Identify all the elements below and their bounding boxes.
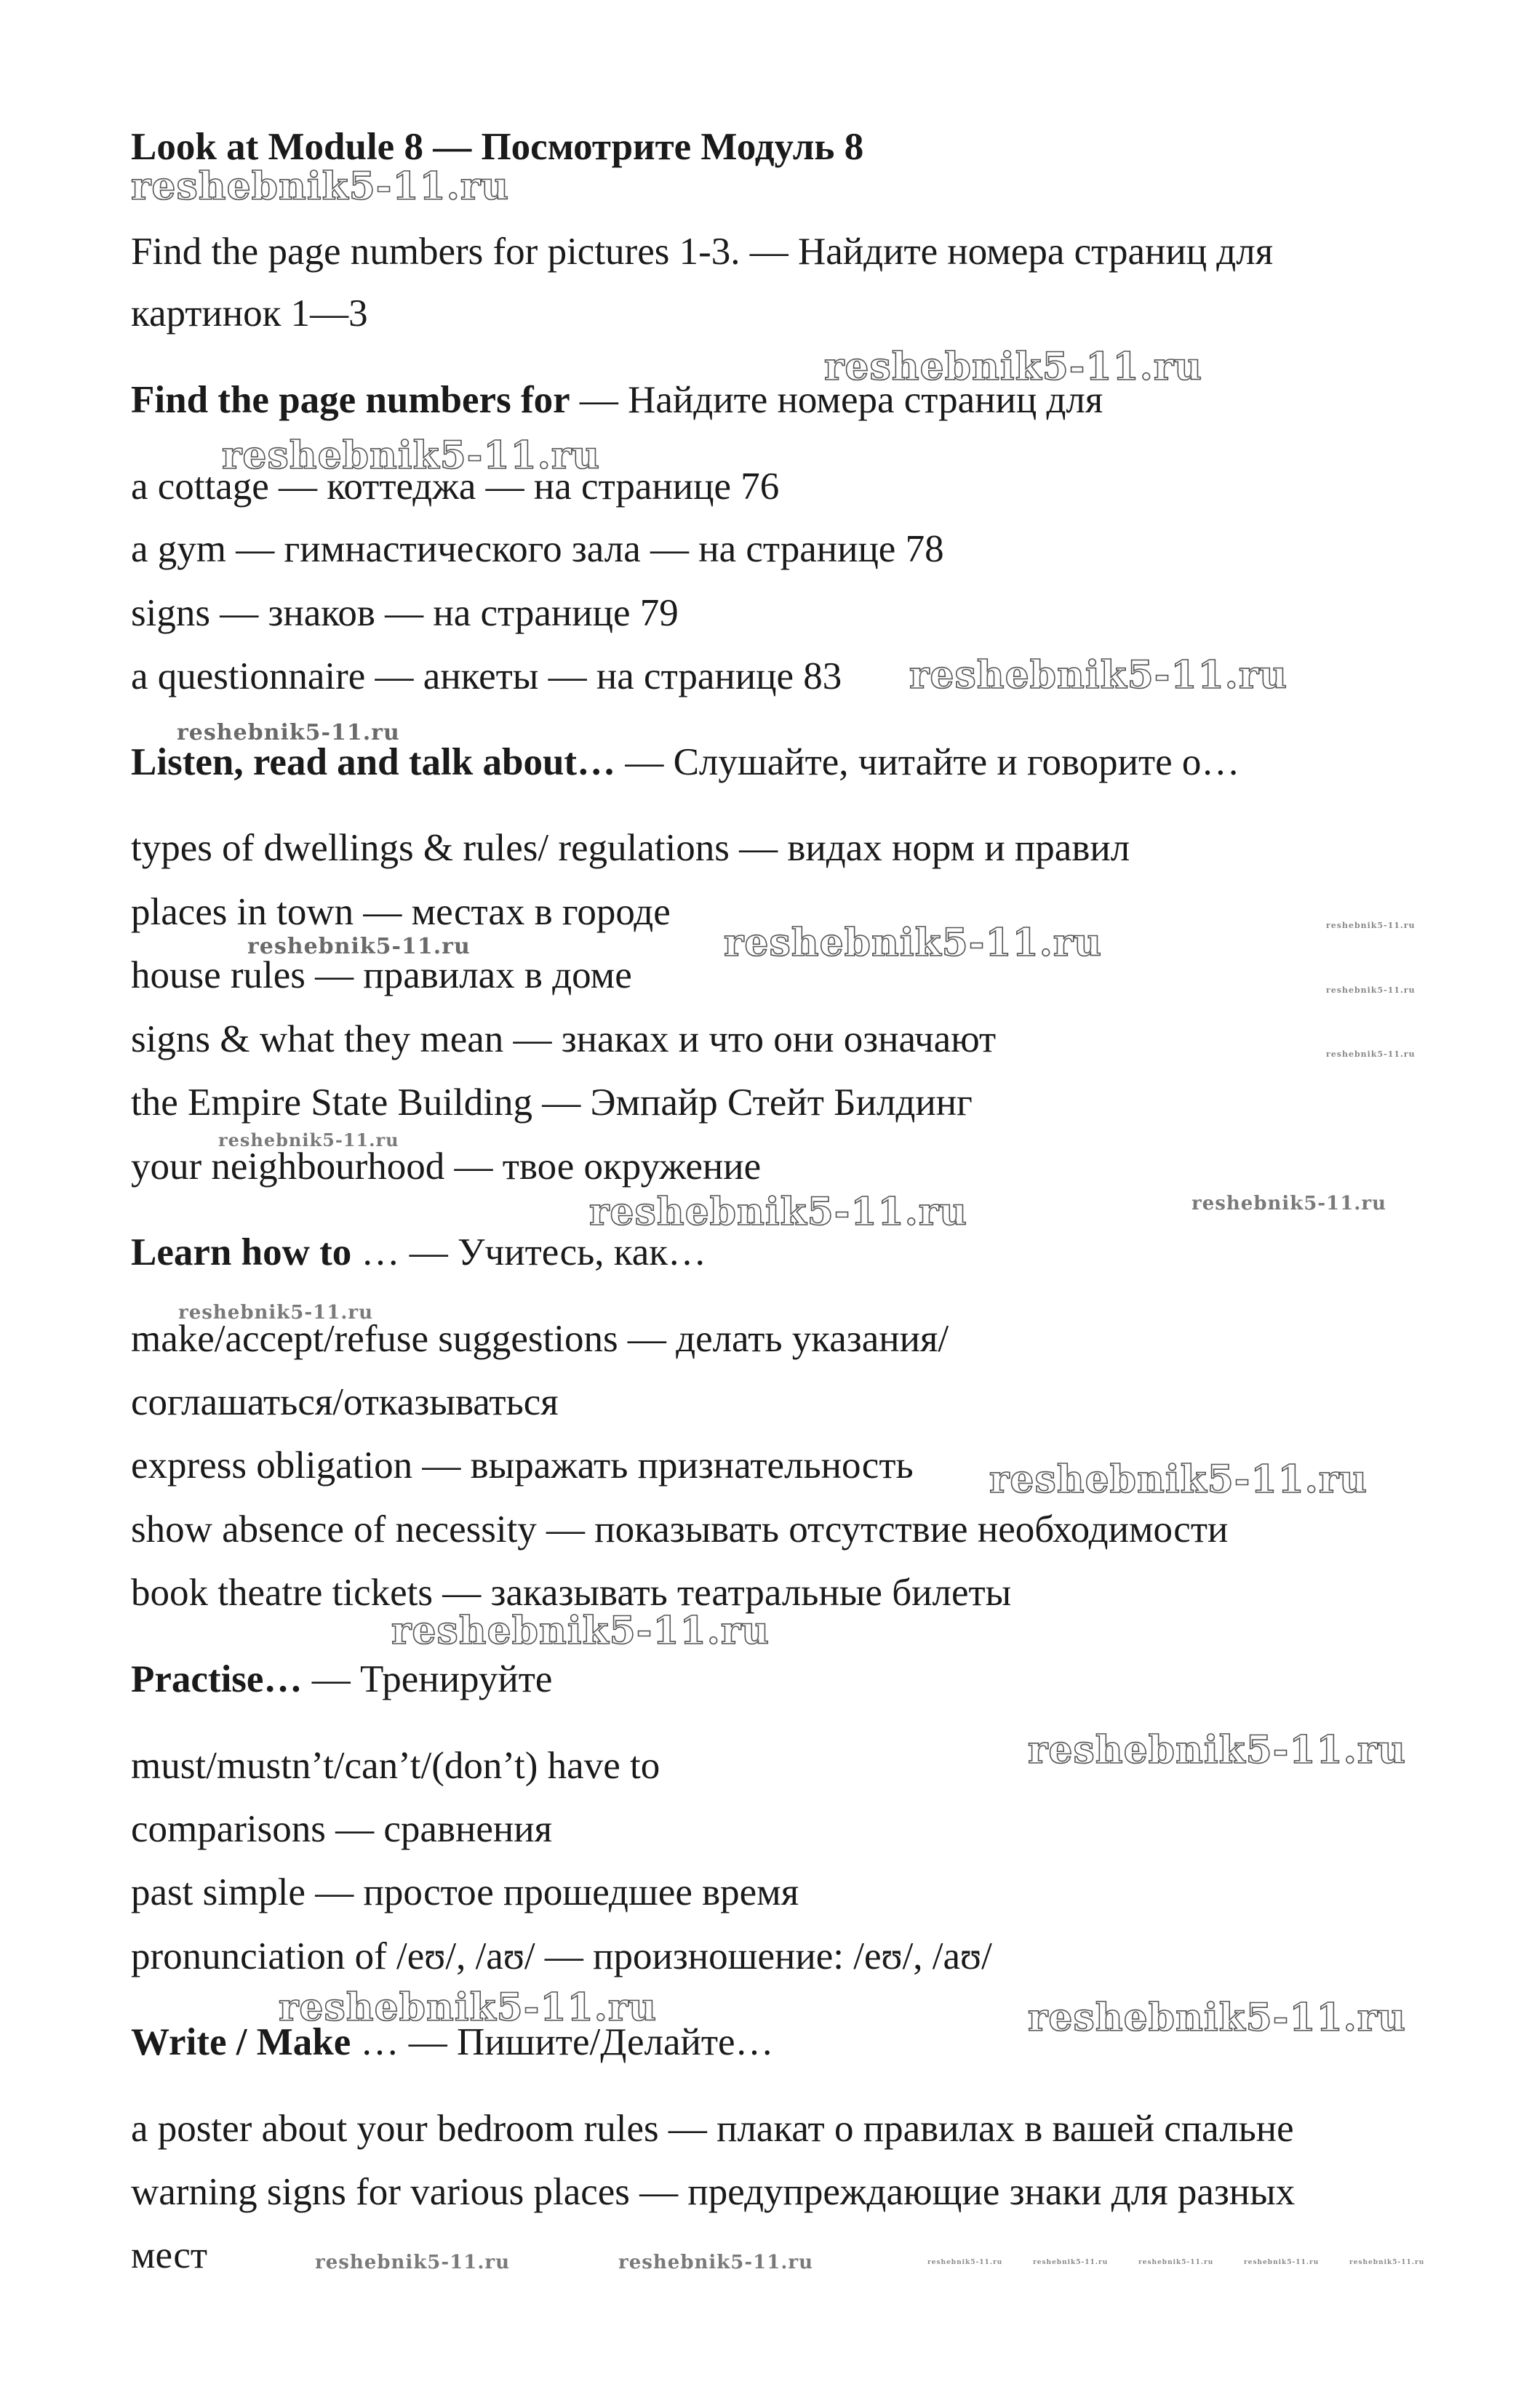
line-text: a questionnaire — анкеты — на странице 83: [131, 655, 842, 697]
section-heading: [131, 1229, 706, 1276]
line-text: book theatre tickets — заказывать театральные билеты: [131, 1572, 1012, 1614]
watermark: reshebnik5-11.ru: [178, 1302, 374, 1324]
line-text: — Найдите номера страниц для: [570, 379, 1103, 421]
watermark: reshebnik5-11.ru: [724, 921, 1103, 965]
line-bold: Write / Make: [131, 2021, 351, 2063]
line-text: the Empire State Building — Эмпайр Стейт Билдинг: [131, 1081, 973, 1124]
line-bold: Listen, read and talk about…: [131, 741, 616, 783]
line-text: express obligation — выражать признательность: [131, 1444, 914, 1487]
line-bold: Learn how to: [131, 1231, 352, 1273]
text-line: [131, 590, 679, 636]
line-text: make/accept/refuse suggestions — делать указания/: [131, 1318, 949, 1360]
watermark: reshebnik5-11.ru: [927, 2259, 1003, 2266]
text-line: [131, 1442, 914, 1489]
text-line: [131, 1079, 973, 1126]
line-text: house rules — правилах в доме: [131, 954, 632, 996]
watermark: reshebnik5-11.ru: [1326, 1049, 1416, 1059]
line-text: signs & what they mean — знаках и что они означают: [131, 1018, 997, 1060]
line-text: Find the page numbers for pictures 1-3. — Найдите номера страниц для: [131, 231, 1274, 273]
watermark: reshebnik5-11.ru: [1349, 2259, 1425, 2266]
line-bold: Practise…: [131, 1658, 303, 1700]
line-text: a cottage — коттеджа — на странице 76: [131, 465, 780, 508]
line-text: … — Учитесь, как…: [351, 1231, 706, 1273]
line-bold: Find the page numbers for: [131, 379, 570, 421]
watermark: reshebnik5-11.ru: [1033, 2259, 1109, 2266]
watermark: reshebnik5-11.ru: [989, 1457, 1368, 1502]
text-line: [131, 1869, 799, 1916]
watermark: reshebnik5-11.ru: [1326, 921, 1416, 930]
section-heading: [131, 1656, 552, 1703]
watermark: reshebnik5-11.ru: [1028, 1728, 1407, 1772]
section-heading: [131, 739, 1239, 785]
line-text: a poster about your bedroom rules — плакат о правилах в вашей спальне: [131, 2108, 1294, 2150]
line-text: pronunciation of /eʊ/, /aʊ/ — произношение: /eʊ/, /aʊ/: [131, 1935, 992, 1977]
line-text: types of dwellings & rules/ regulations — видах норм и правил: [131, 827, 1130, 869]
text-line: [131, 1016, 996, 1063]
text-line: [131, 889, 671, 935]
line-text: past simple — простое прошедшее время: [131, 1871, 799, 1913]
line-text: comparisons — сравнения: [131, 1808, 552, 1850]
watermark: reshebnik5-11.ru: [1138, 2259, 1214, 2266]
watermark: reshebnik5-11.ru: [1028, 1996, 1407, 2040]
text-line: [131, 526, 944, 572]
watermark: reshebnik5-11.ru: [131, 164, 510, 209]
heading-bold: Look at Module 8 — Посмотрите Модуль 8: [131, 126, 864, 168]
watermark: reshebnik5-11.ru: [589, 1190, 968, 1234]
watermark: reshebnik5-11.ru: [909, 653, 1288, 697]
line-text: places in town — местах в городе: [131, 891, 671, 933]
line-text: … — Пишите/Делайте…: [351, 2021, 774, 2063]
text-line: [131, 2169, 1295, 2215]
watermark: reshebnik5-11.ru: [1326, 985, 1416, 995]
watermark: reshebnik5-11.ru: [1191, 1193, 1387, 1215]
line-text: must/mustn’t/can’t/(don’t) have to: [131, 1745, 660, 1787]
watermark: reshebnik5-11.ru: [247, 934, 471, 959]
module-heading: [131, 124, 863, 170]
line-text: — Тренируйте: [302, 1658, 553, 1700]
text-line: [131, 228, 1273, 275]
text-line: [131, 653, 842, 700]
watermark: reshebnik5-11.ru: [618, 2252, 814, 2273]
line-text: соглашаться/отказываться: [131, 1381, 559, 1423]
watermark: reshebnik5-11.ru: [315, 2252, 511, 2273]
line-text: signs — знаков — на странице 79: [131, 592, 679, 634]
line-text: картинок 1—3: [131, 292, 368, 335]
text-line: [131, 825, 1130, 871]
text-line: [131, 1506, 1228, 1553]
watermark: reshebnik5-11.ru: [1244, 2259, 1320, 2266]
watermark: reshebnik5-11.ru: [824, 345, 1203, 389]
watermark: reshebnik5-11.ru: [391, 1609, 770, 1653]
line-text: warning signs for various places — предупреждающие знаки для разных: [131, 2171, 1296, 2213]
watermark: reshebnik5-11.ru: [222, 433, 601, 478]
line-text: мест: [131, 2234, 208, 2276]
text-line: [131, 1743, 660, 1789]
line-text: — Слушайте, читайте и говорите о…: [615, 741, 1240, 783]
text-line: [131, 2105, 1294, 2152]
watermark: reshebnik5-11.ru: [218, 1129, 399, 1151]
text-line: [131, 2232, 207, 2279]
line-text: your neighbourhood — твое окружение: [131, 1145, 762, 1188]
watermark: reshebnik5-11.ru: [279, 1985, 658, 2030]
line-text: a gym — гимнастического зала — на странице 78: [131, 528, 944, 570]
text-line: [131, 1933, 992, 1980]
text-line: [131, 290, 368, 337]
line-text: show absence of necessity — показывать отсутствие необходимости: [131, 1508, 1229, 1551]
text-line: [131, 1806, 552, 1852]
watermark: reshebnik5-11.ru: [177, 720, 400, 745]
text-line: [131, 1379, 559, 1425]
